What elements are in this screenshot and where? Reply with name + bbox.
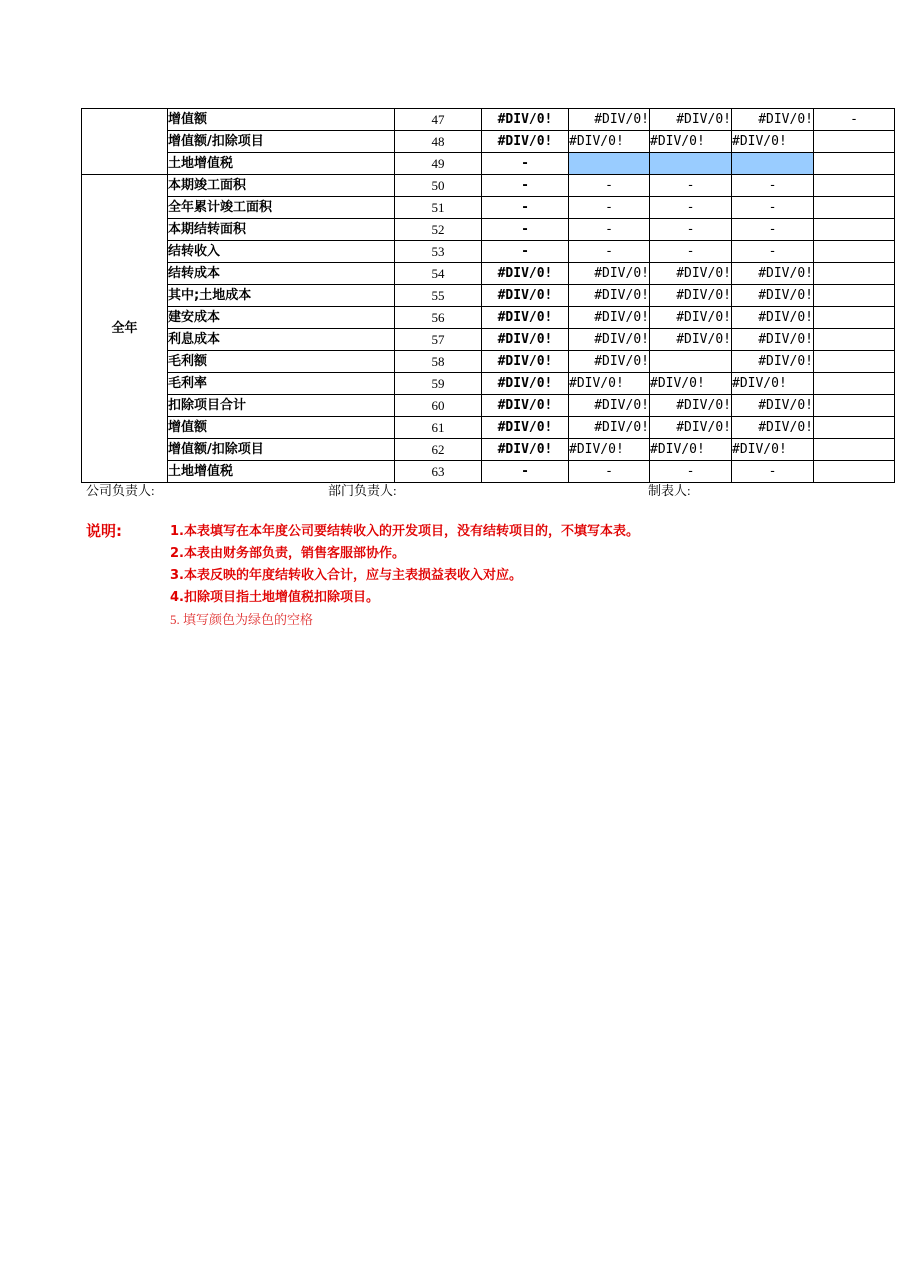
cell-col1[interactable]: #DIV/0! [482,417,569,439]
cell-col5[interactable] [814,153,895,175]
cell-col3[interactable]: #DIV/0! [650,285,732,307]
cell-col5[interactable] [814,329,895,351]
cell-col3[interactable]: #DIV/0! [650,307,732,329]
table-row [82,395,895,417]
cell-col5[interactable] [814,175,895,197]
note-item: 4.扣除项目指土地增值税扣除项目。 [170,590,379,605]
cell-col1[interactable]: #DIV/0! [482,439,569,461]
cell-col2[interactable]: #DIV/0! [569,373,650,395]
row-label[interactable]: 土地增值税 [168,461,395,483]
row-number: 62 [395,439,482,461]
row-number: 50 [395,175,482,197]
cell-col3[interactable]: - [650,219,732,241]
row-label[interactable]: 增值额 [168,417,395,439]
row-label[interactable]: 结转收入 [168,241,395,263]
row-label[interactable]: 增值额 [168,109,395,131]
cell-col1[interactable]: #DIV/0! [482,351,569,373]
cell-col1[interactable]: #DIV/0! [482,395,569,417]
cell-col4[interactable]: - [732,219,814,241]
cell-col3[interactable]: - [650,461,732,483]
cell-col2[interactable]: #DIV/0! [569,307,650,329]
group-cell-previous [82,109,168,175]
cell-col3[interactable]: #DIV/0! [650,417,732,439]
cell-col5[interactable] [814,461,895,483]
cell-col1[interactable]: #DIV/0! [482,307,569,329]
row-number: 54 [395,263,482,285]
cell-col2[interactable]: - [569,197,650,219]
row-number: 51 [395,197,482,219]
table-row [82,329,895,351]
cell-col1[interactable]: #DIV/0! [482,373,569,395]
cell-col5[interactable] [814,219,895,241]
row-number: 58 [395,351,482,373]
cell-col2[interactable]: #DIV/0! [569,417,650,439]
row-number: 55 [395,285,482,307]
cell-col3[interactable]: #DIV/0! [650,109,732,131]
cell-col2[interactable]: #DIV/0! [569,351,650,373]
preparer-signature: 制表人: [648,483,691,498]
cell-col3[interactable]: #DIV/0! [650,131,732,153]
table-row [82,197,895,219]
cell-col4[interactable]: #DIV/0! [732,285,814,307]
table-row [82,439,895,461]
cell-col5[interactable] [814,197,895,219]
cell-col2[interactable]: #DIV/0! [569,285,650,307]
row-label[interactable]: 毛利额 [168,351,395,373]
cell-col4[interactable]: #DIV/0! [732,351,814,373]
cell-col3[interactable]: #DIV/0! [650,373,732,395]
table-row [82,417,895,439]
cell-col3[interactable]: #DIV/0! [650,395,732,417]
cell-col1[interactable]: #DIV/0! [482,109,569,131]
cell-col4[interactable]: - [732,175,814,197]
cell-col4[interactable]: #DIV/0! [732,307,814,329]
table-row [82,351,895,373]
notes-title: 说明: [86,522,122,540]
row-label[interactable]: 建安成本 [168,307,395,329]
cell-col4[interactable]: #DIV/0! [732,109,814,131]
table-row [82,241,895,263]
cell-col4[interactable]: #DIV/0! [732,417,814,439]
cell-col2[interactable]: #DIV/0! [569,131,650,153]
company-head-signature: 公司负责人: [86,483,155,498]
row-label[interactable]: 全年累计竣工面积 [168,197,395,219]
cell-col1[interactable]: #DIV/0! [482,285,569,307]
cell-col4[interactable]: #DIV/0! [732,329,814,351]
cell-col5[interactable] [814,417,895,439]
table-row [82,307,895,329]
cell-col5[interactable] [814,307,895,329]
cell-col2[interactable]: - [569,175,650,197]
cell-col1[interactable]: #DIV/0! [482,329,569,351]
row-number: 48 [395,131,482,153]
table-row [82,373,895,395]
row-label[interactable]: 土地增值税 [168,153,395,175]
row-number: 60 [395,395,482,417]
cell-col2[interactable]: #DIV/0! [569,329,650,351]
cell-col1[interactable]: - [482,175,569,197]
row-number: 63 [395,461,482,483]
cell-col5[interactable] [814,241,895,263]
table-row [82,461,895,483]
cell-col3[interactable]: #DIV/0! [650,263,732,285]
row-label[interactable]: 结转成本 [168,263,395,285]
cell-col5[interactable] [814,285,895,307]
cell-col1[interactable]: - [482,153,569,175]
row-label[interactable]: 增值额/扣除项目 [168,439,395,461]
input-cell-highlighted[interactable] [732,153,814,175]
cell-col2[interactable]: #DIV/0! [569,395,650,417]
cell-col4[interactable]: - [732,461,814,483]
row-number: 59 [395,373,482,395]
row-label[interactable]: 本期竣工面积 [168,175,395,197]
cell-col1[interactable]: - [482,219,569,241]
row-label[interactable]: 毛利率 [168,373,395,395]
row-label[interactable]: 本期结转面积 [168,219,395,241]
cell-col5[interactable] [814,439,895,461]
row-number: 56 [395,307,482,329]
cell-col4[interactable]: #DIV/0! [732,263,814,285]
cell-col2[interactable]: - [569,461,650,483]
cell-col2[interactable]: #DIV/0! [569,263,650,285]
cell-col3[interactable]: - [650,241,732,263]
cell-col1[interactable]: - [482,241,569,263]
cell-col5[interactable] [814,351,895,373]
table-row [82,219,895,241]
input-cell-highlighted[interactable] [569,153,650,175]
note-item: 5. 填写颜色为绿色的空格 [170,612,314,627]
cell-col4[interactable]: #DIV/0! [732,131,814,153]
cell-col4[interactable]: #DIV/0! [732,439,814,461]
cell-col3[interactable] [650,351,732,373]
cell-col2[interactable]: - [569,219,650,241]
cell-col3[interactable]: #DIV/0! [650,329,732,351]
cell-col4[interactable]: - [732,241,814,263]
row-number: 49 [395,153,482,175]
cell-col2[interactable]: - [569,241,650,263]
row-label[interactable]: 扣除项目合计 [168,395,395,417]
table-row [82,263,895,285]
cell-col5[interactable] [814,373,895,395]
cell-col3[interactable]: - [650,175,732,197]
row-number: 61 [395,417,482,439]
cell-col5[interactable] [814,395,895,417]
cell-col1[interactable]: - [482,461,569,483]
row-number: 52 [395,219,482,241]
table-row [82,285,895,307]
cell-col2[interactable]: #DIV/0! [569,439,650,461]
table-row [82,153,895,175]
cell-col1[interactable]: - [482,197,569,219]
cell-col3[interactable]: - [650,197,732,219]
cell-col4[interactable]: - [732,197,814,219]
cell-col4[interactable]: #DIV/0! [732,373,814,395]
cell-col3[interactable]: #DIV/0! [650,439,732,461]
cell-col2[interactable]: #DIV/0! [569,109,650,131]
row-number: 53 [395,241,482,263]
row-number: 57 [395,329,482,351]
cell-col1[interactable]: #DIV/0! [482,263,569,285]
table-row [82,109,895,131]
dept-head-signature: 部门负责人: [328,483,397,498]
input-cell-highlighted[interactable] [650,153,732,175]
note-item: 3.本表反映的年度结转收入合计，应与主表损益表收入对应。 [170,568,522,583]
report-table [81,108,895,483]
table-row [82,131,895,153]
cell-col4[interactable]: #DIV/0! [732,395,814,417]
note-item: 1.本表填写在本年度公司要结转收入的开发项目，没有结转项目的，不填写本表。 [170,524,639,539]
row-label[interactable]: 增值额/扣除项目 [168,131,395,153]
table-row [82,175,895,197]
row-number: 47 [395,109,482,131]
cell-col5[interactable]: - [814,109,895,131]
row-label[interactable]: 利息成本 [168,329,395,351]
note-item: 2.本表由财务部负责，销售客服部协作。 [170,546,405,561]
cell-col5[interactable] [814,131,895,153]
cell-col5[interactable] [814,263,895,285]
row-label[interactable]: 其中;土地成本 [168,285,395,307]
group-label-full-year: 全年 [82,175,168,483]
cell-col1[interactable]: #DIV/0! [482,131,569,153]
